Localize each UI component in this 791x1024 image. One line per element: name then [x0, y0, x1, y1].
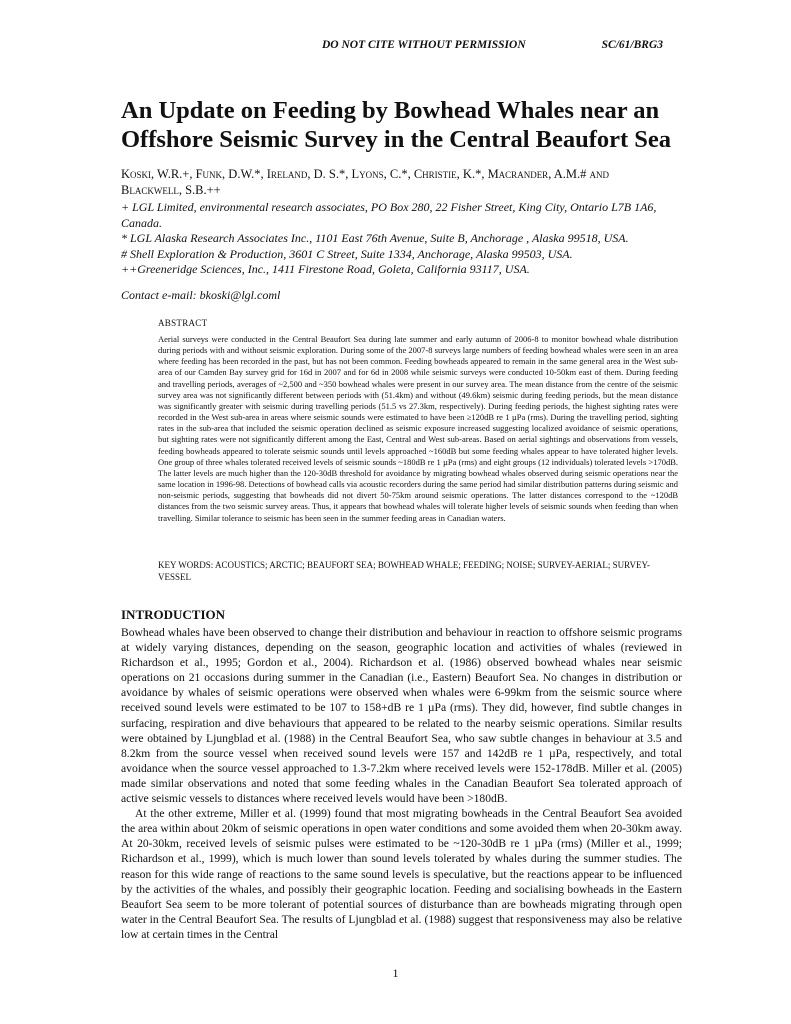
affiliation: ++Greeneridge Sciences, Inc., 1411 Firestone Road, Goleta, California 93117, USA. — [121, 262, 530, 277]
affiliations — [121, 200, 681, 278]
author-list: Koski, W.R.+, Funk, D.W.*, Ireland, D. S.*, Lyons, C.*, Christie, K.*, Macrander, A.M.# and Blackwell, S.B.++ — [121, 167, 610, 197]
affiliation: + LGL Limited, environmental research associates, PO Box 280, 22 Fisher Street, King City, Ontario L7B 1A6, Canada. — [121, 200, 657, 230]
running-header-left: DO NOT CITE WITHOUT PERMISSION — [322, 39, 526, 51]
paragraph: Bowhead whales have been observed to change their distribution and behaviour in reaction to offshore seismic programs at widely varying distances, depending on the season, geographic location and activities of whales (reviewed in Richardson et al., 1995; Gordon et al., 2004). Richardson et al. (1986) observed bowhead whales near seismic operations on 21 occasions during summer in the Canadian (i.e., Eastern) Beaufort Sea. No changes in distribution or avoidance by whales of seismic operations were observed when whales were 6-99km from the seismic source where received sound levels were estimated to be 107 to 158+dB re 1 µPa (rms). They did, however, find subtle changes in surfacing, respiration and dive behaviours that appeared to be related to the nearby seismic operations. Similar results were obtained by Ljungblad et al. (1988) in the Central Beaufort Sea, who saw subtle changes in behaviour at 3.5 and 8.2km from the source vessel when received sound levels were 157 and 142dB re 1 µPa, respectively, and total avoidance when the source vessel approached to 1.3-7.2km where received levels were 152-178dB. Miller et al. (2005) made similar observations and noted that some feeding whales in the Canadian Beaufort Sea tolerated approach of active seismic vessels to distances where received levels would have been >180dB. — [121, 626, 682, 806]
paper-title: An Update on Feeding by Bowhead Whales near an Offshore Seismic Survey in the Central Beaufort Sea — [121, 97, 672, 153]
introduction-body — [121, 625, 682, 942]
section-heading-introduction: INTRODUCTION — [121, 607, 226, 622]
abstract-heading: ABSTRACT — [158, 318, 208, 328]
abstract-body: Aerial surveys were conducted in the Central Beaufort Sea during late summer and early autumn of 2006-8 to monitor bowhead whale distribution during periods with and without seismic exploration. During some of the 2007-8 surveys large numbers of feeding bowhead whales were seen in an area where feeding has been recorded in the past, but has not been common. Feeding bowheads appeared to remain in the same general area in the West sub-area of our Camden Bay survey grid for 16d in 2007 and for 6d in 2008 while seismic surveys were conducted 10-50km east of them. During feeding and travelling periods, averages of ~2,500 and ~350 bowhead whales were present in our survey area. The mean distance from the centre of the seismic survey area was not significantly different between periods with (51.4km) and without (49.6km) seismic during feeding periods, but the mean distance was significantly greater with seismic during travelling periods (51.5 vs 27.3km, respectively). During feeding periods, the highest sighting rates were recorded in the West sub-area in areas where seismic sounds were estimated to have been ≥120dB re 1 µPa (rms). During the travelling period, sighting rates in the sub-area that included the seismic operation declined as seismic exposure increased suggesting localized avoidance of seismic operations, but sighting rates were not significantly different among the East, Central and West sub-areas. Based on aerial sightings and observations from vessels, feeding bowheads appeared to tolerate seismic sounds until levels approached ~160dB but some feeding whales appear to have tolerated higher levels. One group of three whales tolerated received levels of seismic sounds ~180dB re 1 µPa (rms) and eight groups (12 individuals) tolerated levels >170dB. The latter levels are much higher than the 120-30dB threshold for avoidance by migrating bowhead whales observed during seismic operations near the same location in 1996-98. Detections of bowhead calls via acoustic recorders during the same period had similar distribution patterns during seismic and non-seismic periods, suggesting that bowheads did not divert 50-75km around seismic operations. The latter distances correspond to the ~120dB distances from the two seismic survey areas. Thus, it appears that bowhead whales will tolerate higher levels of seismic sounds when feeding than when travelling. Similar tolerance to seismic has been seen in the summer feeding areas in Canadian waters. — [158, 334, 678, 523]
paragraph: At the other extreme, Miller et al. (1999) found that most migrating bowheads in the Central Beaufort Sea avoided the area within about 20km of seismic operations in open water conditions and some avoided them when 20-30km away. At 20-30km, received levels of seismic pulses were estimated to be ~120-30dB re 1 µPa (rms) (Miller et al., 1999; Richardson et al., 1999), which is much lower than sound levels tolerated by whales during the summer studies. The reason for this wide range of reactions to the same sound levels is speculative, but the reactions appear to be influenced by the activities of the whales, and possibly their geographic location. Feeding and socialising bowheads in the Eastern Beaufort Sea seem to be more tolerant of potential sources of disturbance than are bowheads migrating through open water in the Central Beaufort Sea. The results of Ljungblad et al. (1988) suggest that responsiveness may also be relative low at certain times in the Central — [121, 807, 682, 941]
running-header-right: SC/61/BRG3 — [601, 39, 663, 51]
page-number: 1 — [392, 966, 399, 980]
affiliation: * LGL Alaska Research Associates Inc., 1101 East 76th Avenue, Suite B, Anchorage , Alaska 99518, USA. — [121, 231, 629, 246]
affiliation: # Shell Exploration & Production, 3601 C Street, Suite 1334, Anchorage, Alaska 99503, USA. — [121, 246, 573, 261]
contact-email: Contact e-mail: bkoski@lgl.coml — [121, 288, 281, 302]
keywords: KEY WORDS: ACOUSTICS; ARCTIC; BEAUFORT SEA; BOWHEAD WHALE; FEEDING; NOISE; SURVEY-AERIAL; SURVEY-VESSEL — [158, 560, 650, 582]
